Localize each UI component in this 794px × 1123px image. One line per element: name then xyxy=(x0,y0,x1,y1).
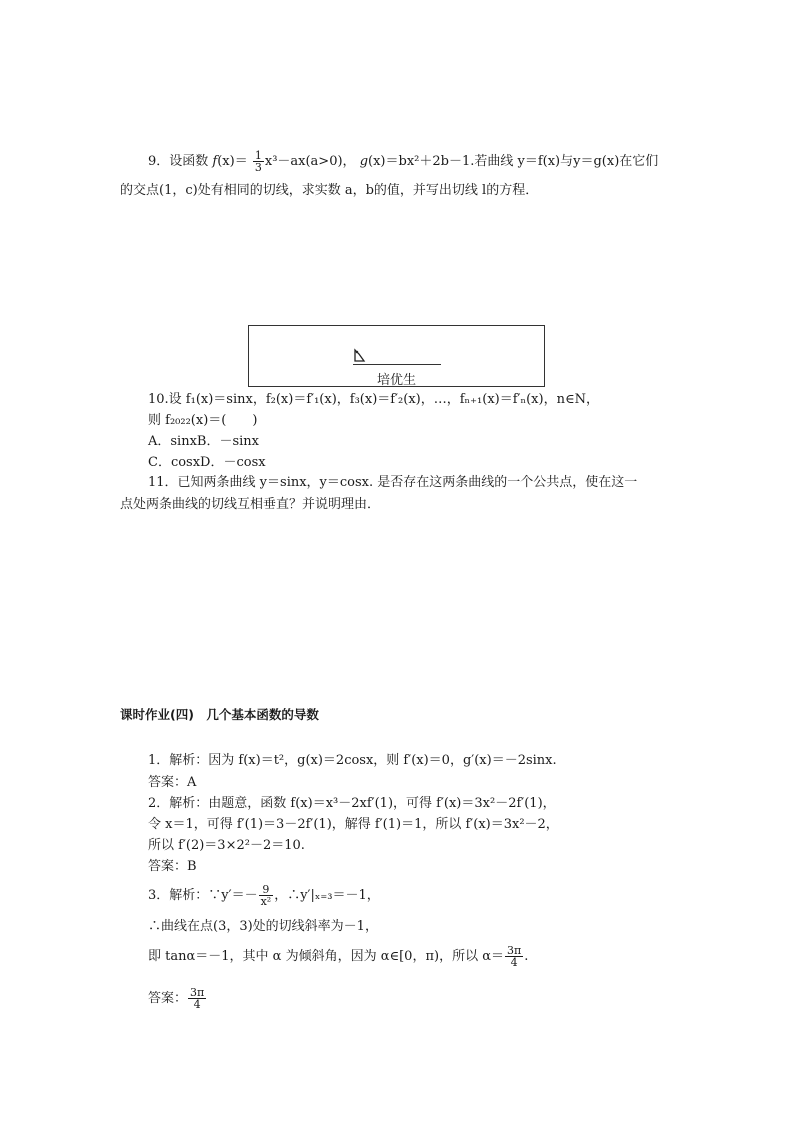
a3-line1 xyxy=(148,884,380,907)
a2-line3: 所以 f′(2)＝3×2²－2＝10. xyxy=(148,838,305,853)
q9-fx: (x)＝ xyxy=(217,154,248,169)
a3-line3-pre: 即 tanα＝－1，其中 α 为倾斜角，因为 α∈[0，π)，所以 α＝ xyxy=(148,949,504,964)
a3-line2: ∴曲线在点(3，3)处的切线斜率为－1， xyxy=(148,919,378,934)
peiyou-banner xyxy=(248,325,545,387)
a2-line2: 令 x＝1，可得 f′(1)＝3－2f′(1)，解得 f′(1)＝1，所以 f′(x)＝3x²－2， xyxy=(148,817,559,832)
a3-frac-den: x² xyxy=(260,895,272,908)
q10-line2: 则 f₂₀₂₂(x)＝( ) xyxy=(148,413,258,428)
a2-line1: 2．解析：由题意，函数 f(x)＝x³－2xf′(1)，可得 f′(x)＝3x²－2f′(1)， xyxy=(148,796,556,811)
a3-fraction xyxy=(259,884,274,907)
q10-line1: 10.设 f₁(x)＝sinx，f₂(x)＝f′₁(x)，f₃(x)＝f′₂(x)，…，fₙ₊₁(x)＝f′ₙ(x)，n∈N， xyxy=(148,392,599,407)
a3-pre: 3．解析：∵y′＝－ xyxy=(148,888,258,903)
q9-gx: (x)＝bx²＋2b－1.若曲线 xyxy=(368,154,514,169)
q9-frac-den: 3 xyxy=(254,161,262,174)
a3-answer xyxy=(148,987,207,1010)
q10-options-cd: C．cosxD．－cosx xyxy=(148,455,266,470)
banner-rule xyxy=(353,364,441,365)
a3-line3-fraction xyxy=(505,945,523,968)
a3-line3-den: 4 xyxy=(510,956,518,969)
q9-number: 9．设函数 xyxy=(148,154,209,169)
q9-line1 xyxy=(148,150,658,173)
q11-line2: 点处两条曲线的切线互相垂直？并说明理由． xyxy=(120,497,381,512)
a3-frac-num: 9 xyxy=(259,884,274,896)
q9-fraction xyxy=(253,150,264,173)
a3-answer-num: 3π xyxy=(190,986,205,999)
banner-label: 培优生 xyxy=(376,373,416,388)
a3-line3-post: . xyxy=(524,949,529,964)
q9-x3: x³－ax(a>0)， xyxy=(264,154,356,169)
q9-f: f xyxy=(212,154,218,169)
q9-g: g xyxy=(359,154,369,169)
pencil-icon xyxy=(352,348,368,364)
q11-line1: 11．已知两条曲线 y＝sinx，y＝cosx. 是否存在这两条曲线的一个公共点，使在这一 xyxy=(148,475,638,490)
q10-options-ab: A．sinxB．－sinx xyxy=(148,434,260,449)
a3-line3 xyxy=(148,945,528,968)
q9-frac-num: 1 xyxy=(254,149,262,162)
a3-answer-fraction xyxy=(188,987,206,1010)
q9-tail: y＝f(x)与y＝g(x)在它们 xyxy=(517,154,659,169)
a3-answer-pre: 答案： xyxy=(148,991,188,1006)
a2-answer: 答案：B xyxy=(148,859,197,874)
section-heading: 课时作业(四) 几个基本函数的导数 xyxy=(120,707,319,722)
a3-line3-num: 3π xyxy=(506,944,522,957)
a1-line1: 1．解析：因为 f(x)＝t²，g(x)＝2cosx，则 f′(x)＝0，g′(x)＝－2sinx. xyxy=(148,753,557,768)
a1-answer: 答案：A xyxy=(148,775,197,790)
a3-answer-den: 4 xyxy=(193,998,201,1011)
a3-post: ，∴y′|ₓ₌₃＝－1， xyxy=(274,888,380,903)
q9-line2: 的交点(1，c)处有相同的切线，求实数 a，b的值，并写出切线 l的方程． xyxy=(120,183,539,198)
